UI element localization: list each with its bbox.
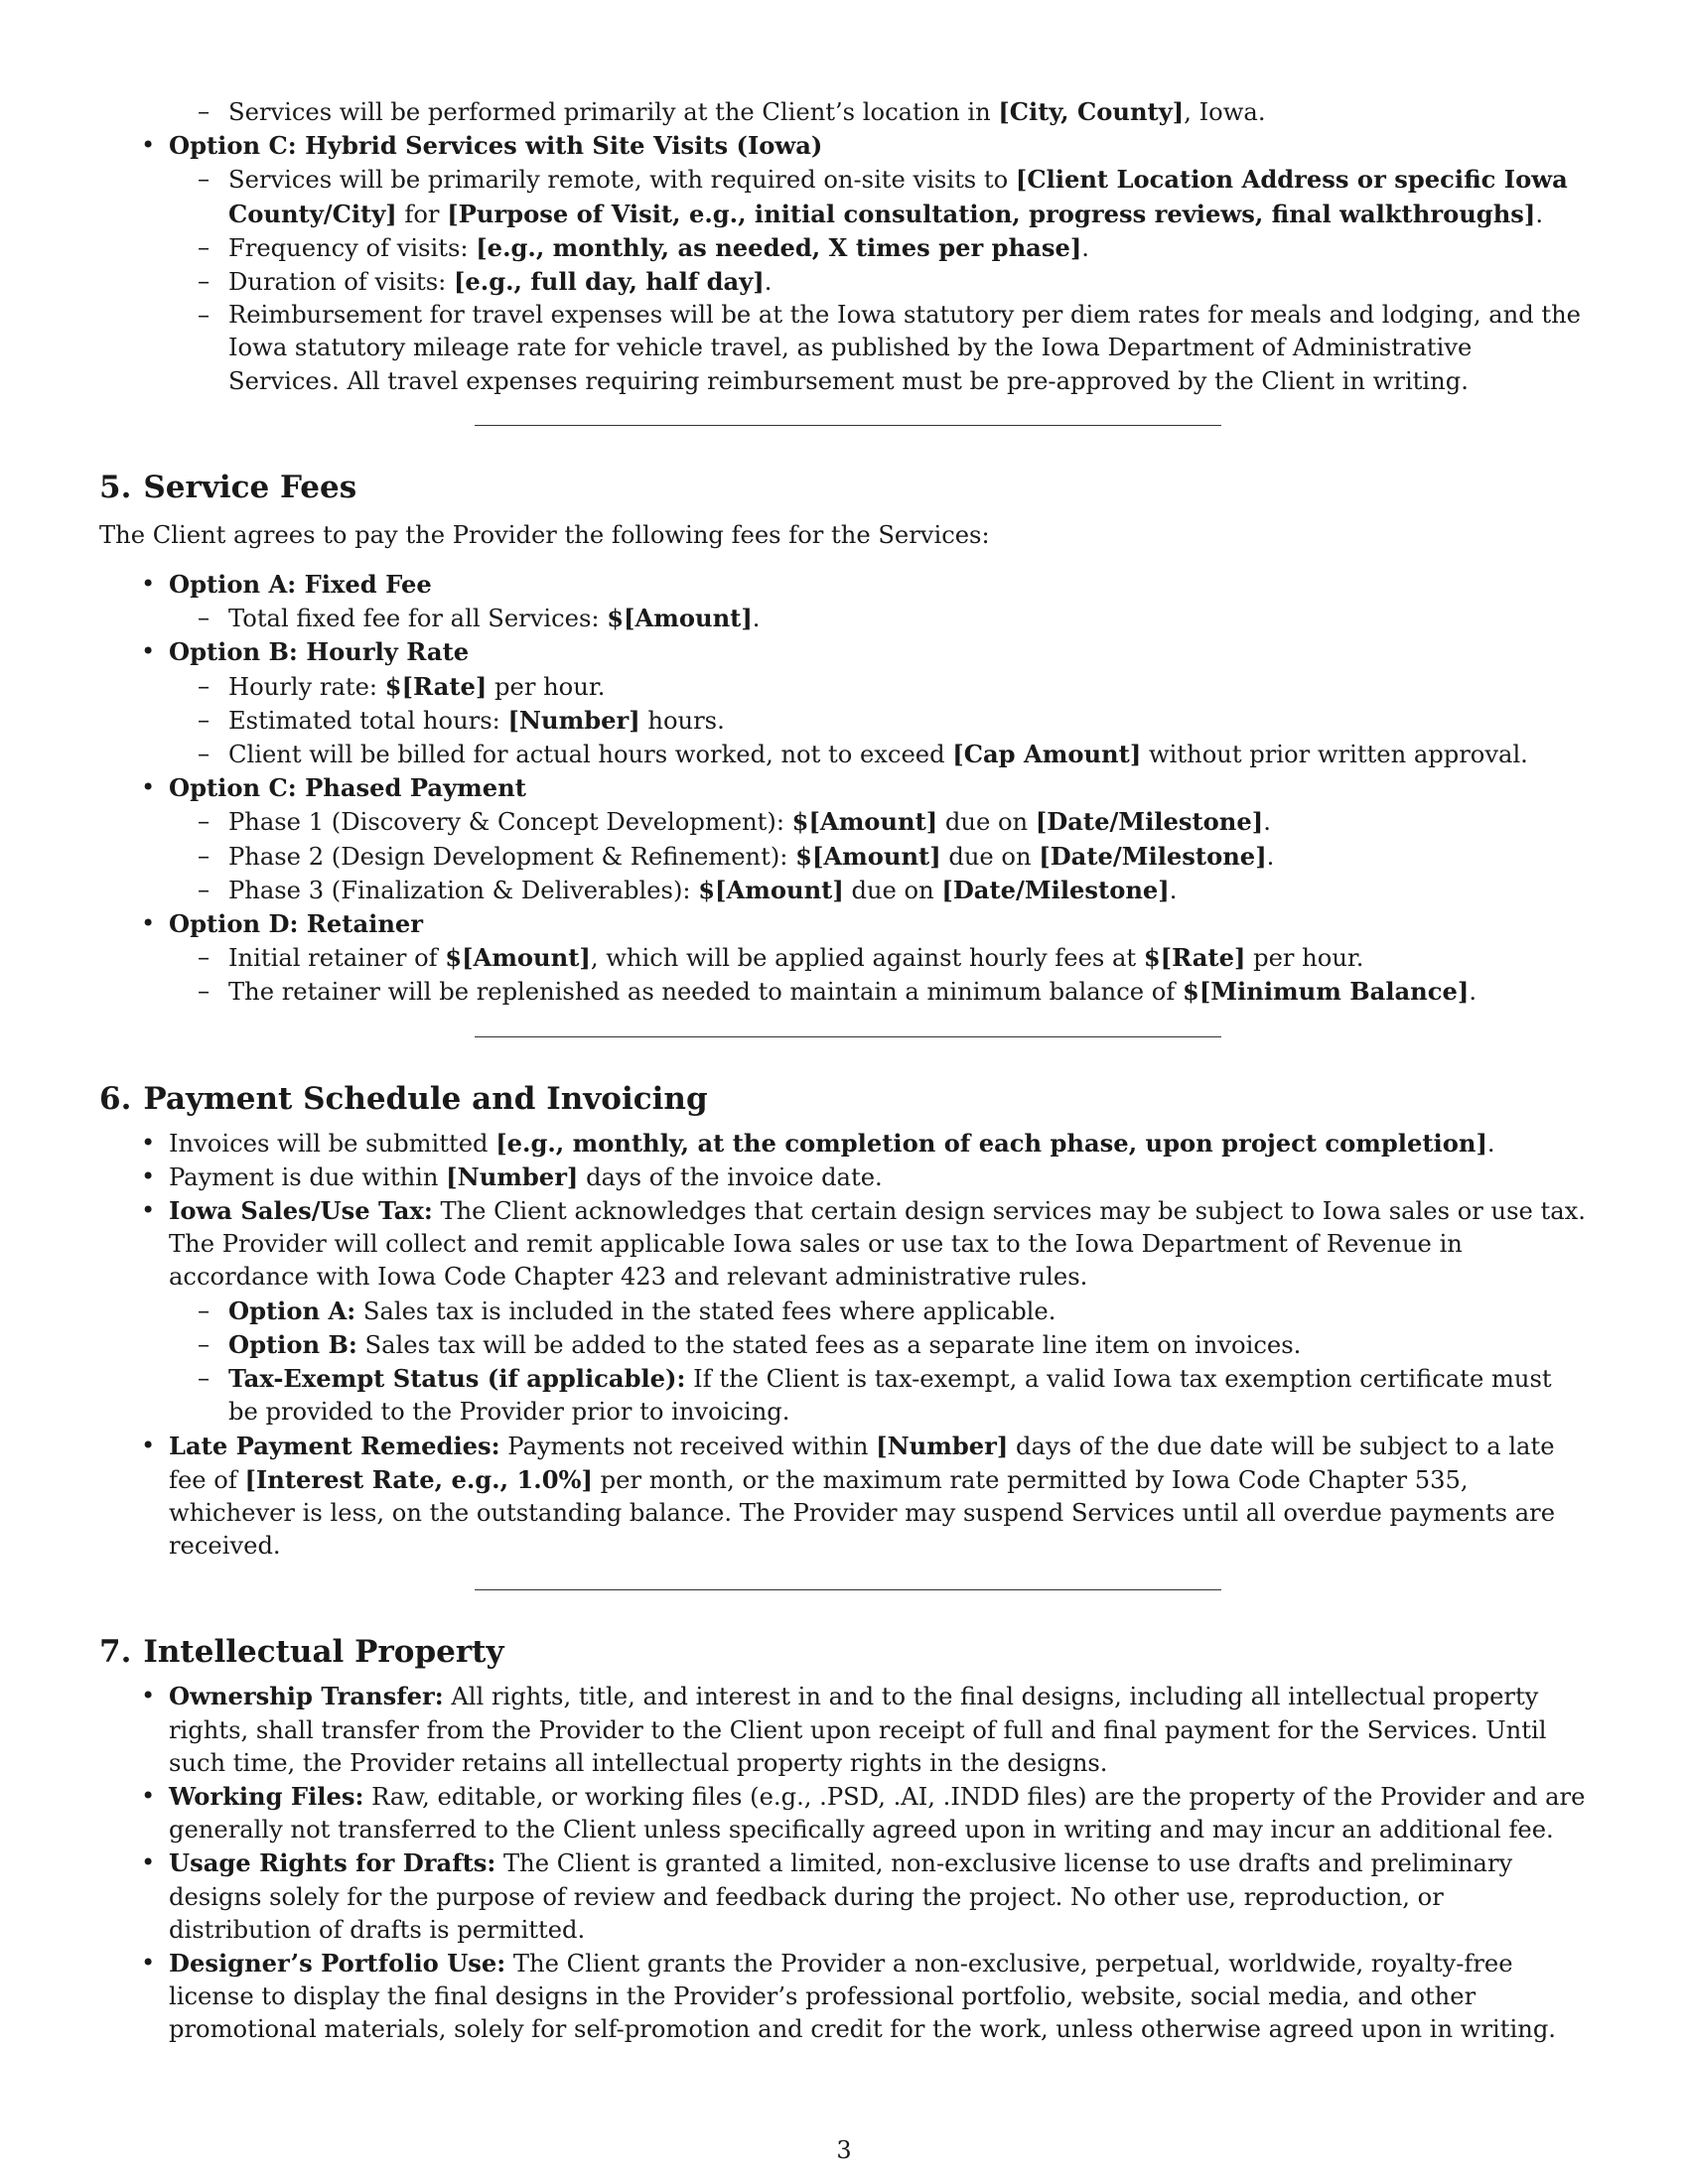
section-7-heading: 7. Intellectual Property [99,1634,504,1671]
list-item: – Initial retainer of $[Amount], which will be applied against hourly fees at $[Rate] per hour. [99,941,1589,975]
invoicing-list [99,1127,1589,1564]
list-item: – Phase 1 (Discovery & Concept Development): $[Amount] due on [Date/Milestone]. [99,805,1589,839]
list-item: – Option A: Sales tax is included in the stated fees where applicable. [99,1295,1589,1328]
list-item: • Ownership Transfer: All rights, title, and interest in and to the final designs, including all intellectual property rights, shall transfer from the Provider to the Client upon receipt of full and final payment for the Services. Until such time, the Provider retains all intellectual property rights in the designs. [99,1680,1589,1780]
list-item: – Phase 3 (Finalization & Deliverables): $[Amount] due on [Date/Milestone]. [99,874,1589,907]
list-item: – Total fixed fee for all Services: $[Amount]. [99,602,1589,635]
list-item: – Frequency of visits: [e.g., monthly, as needed, X times per phase]. [99,231,1589,265]
document-page [99,95,1589,2047]
section-4-continuation [99,95,1589,129]
list-item: – Estimated total hours: [Number] hours. [99,704,1589,738]
option-d-retainer: • Option D: Retainer – Initial retainer of $[Amount], which will be applied against hourly fees at $[Rate] per hour. – The retainer will be replenished as needed to maintain a minimum balance of $[Minimum Balance]. [99,907,1589,1010]
section-divider [475,1589,1221,1590]
option-a-fixed-fee: • Option A: Fixed Fee – Total fixed fee for all Services: $[Amount]. [99,568,1589,635]
section-5-heading: 5. Service Fees [99,469,357,505]
section-6-heading: 6. Payment Schedule and Invoicing [99,1080,708,1117]
option-c-hybrid: • Option C: Hybrid Services with Site Visits (Iowa) – Services will be primarily remote, with required on-site visits to [Client Location Address or specific Iowa County/City] for [Purpose of Visit, e.g., initial consultation, progress reviews, final walkthroughs]. – Frequency of visits: [e.g., monthly, as needed, X times per phase]. – Duration of visits: [e.g., full day, half day]. – Reimbursement for travel expenses will be at the Iowa statutory per diem rates for meals and lodging, and the Iowa statutory mileage rate for vehicle travel, as published by the Iowa Department of Administrative Services. All travel expenses requiring reimbursement must be pre-approved by the Client in writing. [99,129,1589,398]
list-item: • Working Files: Raw, editable, or working files (e.g., .PSD, .AI, .INDD files) are the property of the Provider and are generally not transferred to the Client unless specifically agreed upon in writing and may incur an additional fee. [99,1780,1589,1846]
list-item: • Payment is due within [Number] days of the invoice date. [99,1160,1589,1194]
list-item: – Reimbursement for travel expenses will be at the Iowa statutory per diem rates for meals and lodging, and the Iowa statutory mileage rate for vehicle travel, as published by the Iowa Department of Administrative Services. All travel expenses requiring reimbursement must be pre-approved by the Client in writing. [99,299,1589,398]
list-item: – Services will be primarily remote, with required on-site visits to [Client Location Address or specific Iowa County/City] for [Purpose of Visit, e.g., initial consultation, progress reviews, final walkthroughs]. [99,163,1589,230]
option-c-phased: • Option C: Phased Payment – Phase 1 (Discovery & Concept Development): $[Amount] due on [Date/Milestone]. – Phase 2 (Design Development & Refinement): $[Amount] due on [Date/Milestone]. – Phase 3 (Finalization & Deliverables): $[Amount] due on [Date/Milestone]. [99,771,1589,907]
list-item: – The retainer will be replenished as needed to maintain a minimum balance of $[Minimum Balance]. [99,975,1589,1009]
list-item: – Client will be billed for actual hours worked, not to exceed [Cap Amount] without prior written approval. [99,738,1589,771]
page-number: 3 [836,2136,852,2164]
list-item: – Hourly rate: $[Rate] per hour. [99,670,1589,704]
list-item: – Duration of visits: [e.g., full day, half day]. [99,265,1589,299]
list-item: • Invoices will be submitted [e.g., monthly, at the completion of each phase, upon project completion]. [99,1127,1589,1160]
section-divider [475,1036,1221,1037]
list-item: – Tax-Exempt Status (if applicable): If the Client is tax-exempt, a valid Iowa tax exemption certificate must be provided to the Provider prior to invoicing. [99,1362,1589,1429]
list-item: • Usage Rights for Drafts: The Client is granted a limited, non-exclusive license to use drafts and preliminary designs solely for the purpose of review and feedback during the project. No other use, reproduction, or distribution of drafts is permitted. [99,1846,1589,1947]
list-item: – Services will be performed primarily at the Client’s location in [City, County], Iowa. [99,95,1589,129]
sales-tax-item: • Iowa Sales/Use Tax: The Client acknowledges that certain design services may be subject to Iowa sales or use tax. The Provider will collect and remit applicable Iowa sales or use tax to the Iowa Department of Revenue in accordance with Iowa Code Chapter 423 and relevant administrative rules. – Option A: Sales tax is included in the stated fees where applicable. – Option B: Sales tax will be added to the stated fees as a separate line item on invoices. – Tax-Exempt Status (if applicable): If the Client is tax-exempt, a valid Iowa tax exemption certificate must be provided to the Provider prior to invoicing. [99,1194,1589,1429]
section-5-intro: The Client agrees to pay the Provider the following fees for the Services: [99,520,990,549]
section-divider [475,425,1221,426]
list-item: • Designer’s Portfolio Use: The Client grants the Provider a non-exclusive, perpetual, worldwide, royalty-free license to display the final designs in the Provider’s professional portfolio, website, social media, and other promotional materials, solely for self-promotion and credit for the work, unless otherwise agreed upon in writing. [99,1947,1589,2047]
late-payment-item: • Late Payment Remedies: Payments not received within [Number] days of the due date will be subject to a late fee of [Interest Rate, e.g., 1.0%] per month, or the maximum rate permitted by Iowa Code Chapter 535, whichever is less, on the outstanding balance. The Provider may suspend Services until all overdue payments are received. [99,1430,1589,1564]
fee-options-list [99,568,1589,1010]
list-item: – Phase 2 (Design Development & Refinement): $[Amount] due on [Date/Milestone]. [99,840,1589,874]
option-b-hourly: • Option B: Hourly Rate – Hourly rate: $[Rate] per hour. – Estimated total hours: [Number] hours. – Client will be billed for actual hours worked, not to exceed [Cap Amount] without prior written approval. [99,635,1589,771]
section-4-options [99,129,1589,398]
list-item: – Option B: Sales tax will be added to the stated fees as a separate line item on invoices. [99,1328,1589,1362]
ip-list [99,1680,1589,2046]
